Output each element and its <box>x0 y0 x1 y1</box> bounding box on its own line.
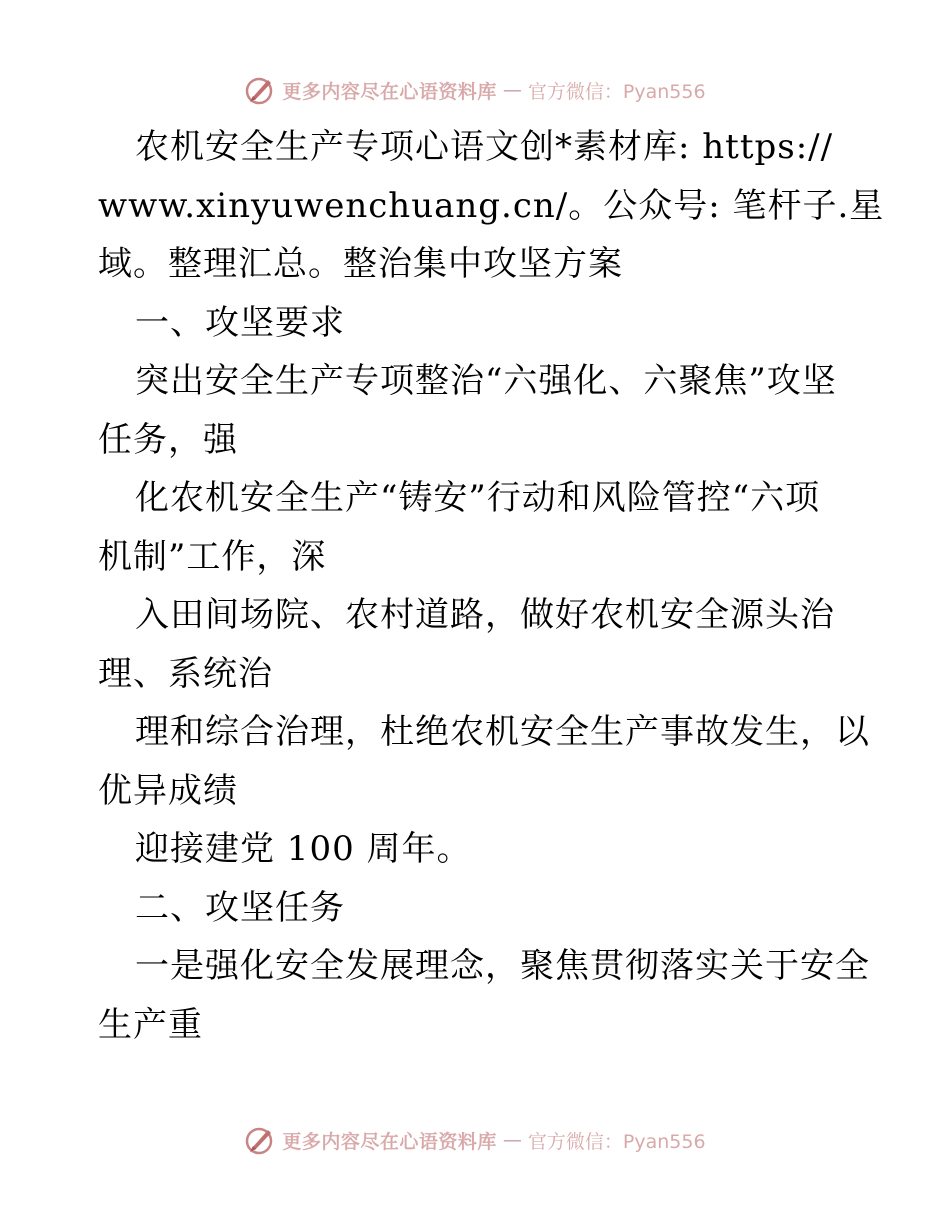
body-line: 优异成绩 <box>98 770 238 811</box>
document-body <box>98 118 885 1054</box>
footer-banner-wechat: 官方微信：Pyan556 <box>527 1130 706 1153</box>
body-line: 化农机安全生产“铸安”行动和风险管控“六项 <box>135 478 821 518</box>
quill-circle-logo-icon <box>244 1124 276 1156</box>
body-line: 突出安全生产专项整治“六强化、六聚焦”攻坚 <box>135 361 837 401</box>
header-banner-separator: — <box>502 79 522 101</box>
header-banner <box>0 72 950 108</box>
body-line: 一是强化安全发展理念，聚焦贯彻落实关于安全 <box>135 946 870 986</box>
body-line: 任务，强 <box>98 419 238 460</box>
footer-banner-separator: — <box>502 1129 522 1151</box>
body-line: 域。整理汇总。整治集中攻坚方案 <box>98 244 623 284</box>
body-line: 理和综合治理，杜绝农机安全生产事故发生，以 <box>135 712 870 752</box>
body-line: 机制”工作，深 <box>98 536 327 577</box>
body-line: www.xinyuwenchuang.cn/。公众号: 笔杆子.星 <box>98 185 885 226</box>
section-heading: 二、攻坚任务 <box>135 887 345 928</box>
footer-banner-text: 更多内容尽在心语资料库 <box>282 1130 497 1153</box>
body-line: 理、系统治 <box>98 653 273 694</box>
quill-circle-logo-icon <box>244 74 276 106</box>
body-line: 生产重 <box>98 1004 203 1045</box>
section-heading: 一、攻坚要求 <box>135 302 345 343</box>
footer-banner <box>0 1122 950 1158</box>
header-banner-text: 更多内容尽在心语资料库 <box>282 80 497 103</box>
body-line: 入田间场院、农村道路，做好农机安全源头治 <box>135 595 835 635</box>
body-line: 迎接建党 100 周年。 <box>135 829 472 869</box>
body-line: 农机安全生产专项心语文创*素材库: https:// <box>135 127 834 167</box>
header-banner-wechat: 官方微信：Pyan556 <box>527 80 706 103</box>
